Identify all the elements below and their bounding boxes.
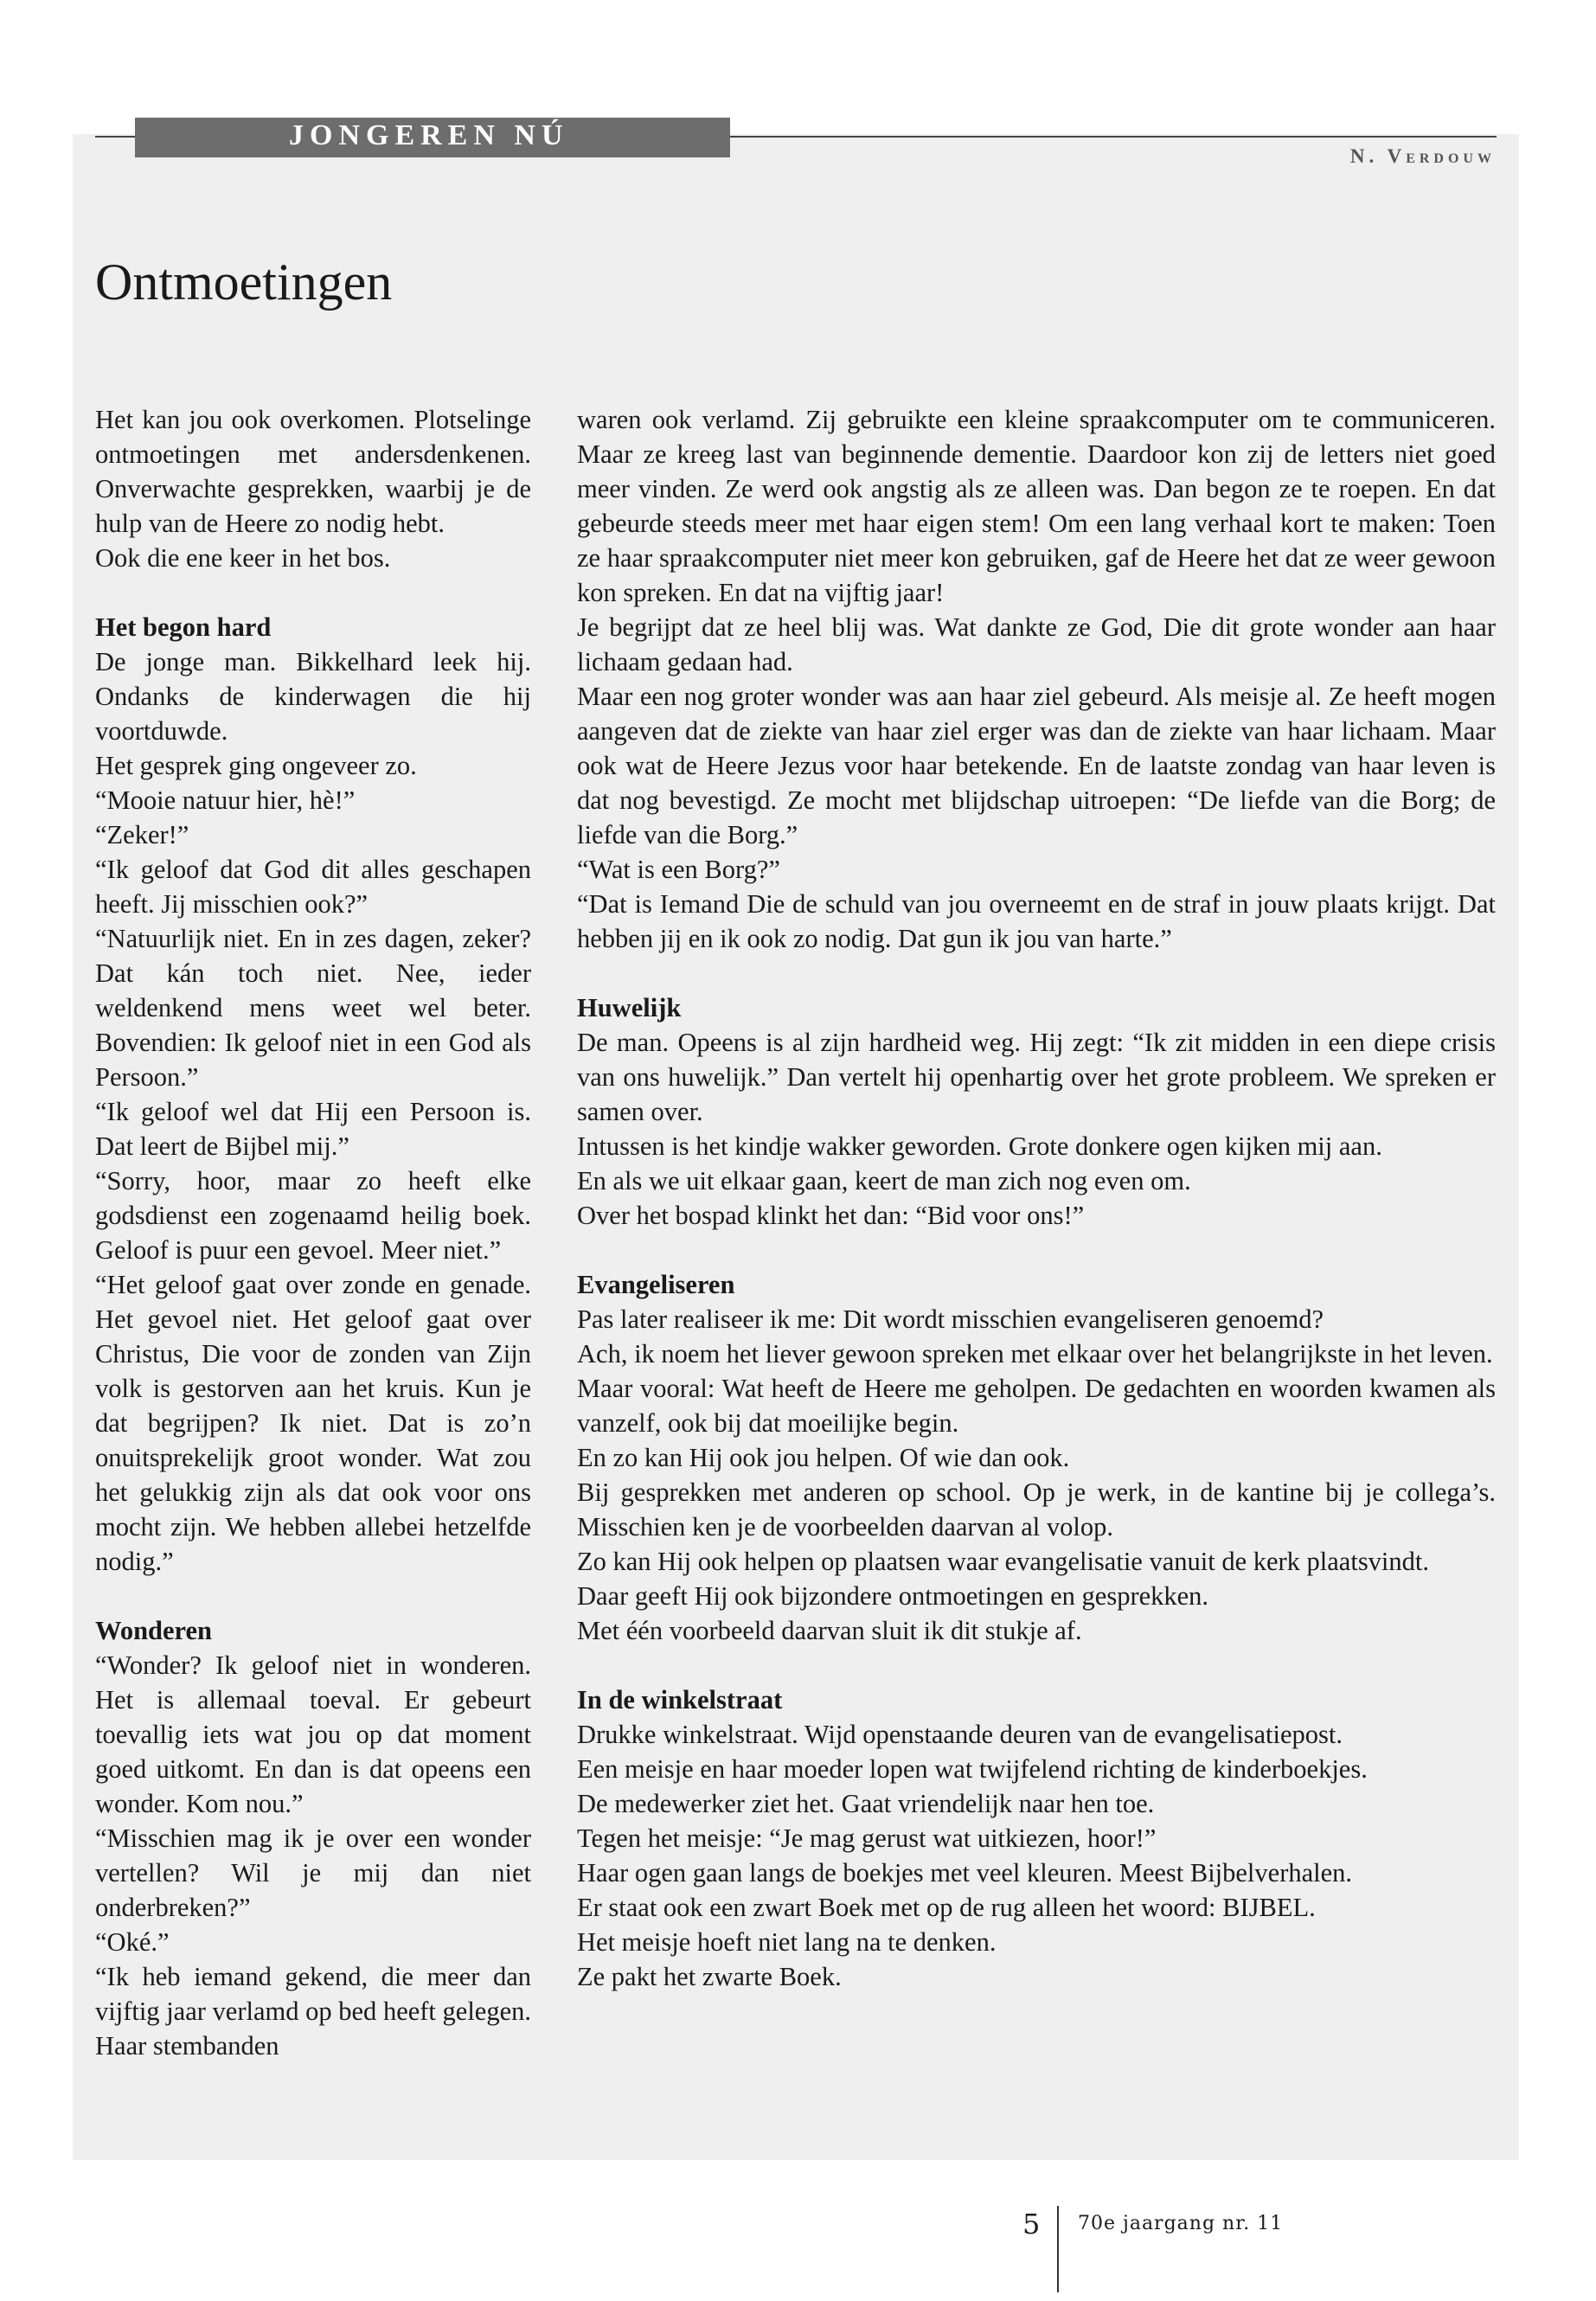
left-column xyxy=(95,402,531,2063)
paragraph: “Wat is een Borg?” xyxy=(577,855,780,884)
paragraph: “Wonder? Ik geloof niet in wonderen. Het is allemaal toeval. Er gebeurt toevallig iets wat jou op dat moment goed uitkomt. En dan is dat opeens een wonder. Kom nou.” xyxy=(95,1650,531,1818)
section-label: JONGEREN NÚ xyxy=(289,119,569,151)
paragraph: “Natuurlijk niet. En in zes dagen, zeker? Dat kán toch niet. Nee, ieder weldenkend mens weet wel beter. Bovendien: Ik geloof niet in een God als Persoon.” xyxy=(95,924,531,1092)
author-name: N. Verdouw xyxy=(1349,145,1496,167)
section-banner xyxy=(135,118,730,157)
paragraph: Daar geeft Hij ook bijzondere ontmoetingen en gesprekken. xyxy=(577,1581,1209,1611)
paragraph: “Misschien mag ik je over een wonder vertellen? Wil je mij dan niet onderbreken?” xyxy=(95,1823,531,1922)
paragraph: Bij gesprekken met anderen op school. Op je werk, in de kantine bij je collega’s. Misschien ken je de voorbeelden daarvan al volop. xyxy=(577,1477,1496,1541)
paragraph: Maar een nog groter wonder was aan haar ziel gebeurd. Als meisje al. Ze heeft mogen aangeven dat de ziekte van haar ziel erger was dan de ziekte van haar lichaam. Maar ook wat de Heere Jezus voor haar betekende. En de laatste zondag van haar leven is dat nog bevestigd. Ze mocht met blijdschap uitroepen: “De liefde van die Borg; de liefde van die Borg.” xyxy=(577,682,1496,849)
subheading-huwelijk: Huwelijk xyxy=(577,993,682,1022)
article-title: Ontmoetingen xyxy=(95,253,393,311)
paragraph: Maar vooral: Wat heeft de Heere me geholpen. De gedachten en woorden kwamen als vanzelf, ook bij dat moeilijke begin. xyxy=(577,1374,1496,1438)
paragraph: En als we uit elkaar gaan, keert de man zich nog even om. xyxy=(577,1166,1191,1195)
paragraph: De jonge man. Bikkelhard leek hij. Ondanks de kinderwagen die hij voortduwde. xyxy=(95,647,531,746)
right-column xyxy=(577,402,1496,1994)
paragraph: Een meisje en haar moeder lopen wat twijfelend richting de kinderboekjes. xyxy=(577,1754,1368,1784)
subheading-evangeliseren: Evangeliseren xyxy=(577,1270,735,1299)
paragraph: “Dat is Iemand Die de schuld van jou overneemt en de straf in jouw plaats krijgt. Dat hebben jij en ik ook zo nodig. Dat gun ik jou van harte.” xyxy=(577,889,1496,953)
paragraph: “Oké.” xyxy=(95,1927,170,1957)
paragraph: “Sorry, hoor, maar zo heeft elke godsdienst een zogenaamd heilig boek. Geloof is puur een gevoel. Meer niet.” xyxy=(95,1166,531,1265)
paragraph: Er staat ook een zwart Boek met op de rug alleen het woord: BIJBEL. xyxy=(577,1893,1316,1922)
paragraph: “Zeker!” xyxy=(95,820,189,849)
paragraph: Het meisje hoeft niet lang na te denken. xyxy=(577,1927,997,1957)
paragraph: “Ik heb iemand gekend, die meer dan vijftig jaar verlamd op bed heeft gelegen. Haar stembanden xyxy=(95,1962,531,2061)
paragraph: Je begrijpt dat ze heel blij was. Wat dankte ze God, Die dit grote wonder aan haar lichaam gedaan had. xyxy=(577,612,1496,676)
paragraph: Ook die ene keer in het bos. xyxy=(95,543,391,573)
paragraph: Ach, ik noem het liever gewoon spreken met elkaar over het belangrijkste in het leven. xyxy=(577,1339,1493,1368)
paragraph: Het kan jou ook overkomen. Plotselinge ontmoetingen met andersdenkenen. Onverwachte gesprekken, waarbij je de hulp van de Heere zo nodig hebt. xyxy=(95,405,531,538)
subheading-wonderen: Wonderen xyxy=(95,1616,213,1645)
footer-divider xyxy=(1057,2206,1059,2292)
paragraph: Drukke winkelstraat. Wijd openstaande deuren van de evangelisatiepost. xyxy=(577,1720,1343,1749)
paragraph: Ze pakt het zwarte Boek. xyxy=(577,1962,842,1991)
paragraph: Over het bospad klinkt het dan: “Bid voor ons!” xyxy=(577,1201,1085,1230)
paragraph: De man. Opeens is al zijn hardheid weg. Hij zegt: “Ik zit midden in een diepe crisis van ons huwelijk.” Dan vertelt hij openhartig over het grote probleem. We spreken er samen over. xyxy=(577,1028,1496,1126)
paragraph: En zo kan Hij ook jou helpen. Of wie dan ook. xyxy=(577,1443,1070,1472)
paragraph: waren ook verlamd. Zij gebruikte een kleine spraakcomputer om te communiceren. Maar ze kreeg last van beginnende dementie. Daardoor kon zij de letters niet goed meer vinden. Ze werd ook angstig als ze alleen was. Dan begon ze te roepen. En dat gebeurde steeds meer met haar eigen stem! Om een lang verhaal kort te maken: Toen ze haar spraakcomputer niet meer kon gebruiken, gaf de Heere het dat ze weer gewoon kon spreken. En dat na vijftig jaar! xyxy=(577,405,1496,607)
paragraph: Haar ogen gaan langs de boekjes met veel kleuren. Meest Bijbelverhalen. xyxy=(577,1858,1353,1888)
issue-info: 70e jaargang nr. 11 xyxy=(1078,2213,1284,2234)
page-number: 5 xyxy=(1022,2208,1041,2240)
paragraph: Tegen het meisje: “Je mag gerust wat uitkiezen, hoor!” xyxy=(577,1823,1157,1853)
paragraph: Intussen is het kindje wakker geworden. Grote donkere ogen kijken mij aan. xyxy=(577,1131,1382,1161)
paragraph: “Mooie natuur hier, hè!” xyxy=(95,785,356,815)
paragraph: “Ik geloof wel dat Hij een Persoon is. Dat leert de Bijbel mij.” xyxy=(95,1097,531,1161)
paragraph: Met één voorbeeld daarvan sluit ik dit stukje af. xyxy=(577,1616,1082,1645)
paragraph: “Het geloof gaat over zonde en genade. Het gevoel niet. Het geloof gaat over Christus, Die voor de zonden van Zijn volk is gestorven aan het kruis. Kun je dat begrijpen? Ik niet. Dat is zo’n onuitsprekelijk groot wonder. Wat zou het gelukkig zijn als dat ook voor ons mocht zijn. We hebben allebei hetzelfde nodig.” xyxy=(95,1270,531,1576)
paragraph: Zo kan Hij ook helpen op plaatsen waar evangelisatie vanuit de kerk plaatsvindt. xyxy=(577,1547,1430,1576)
paragraph: De medewerker ziet het. Gaat vriendelijk naar hen toe. xyxy=(577,1789,1155,1818)
paragraph: Pas later realiseer ik me: Dit wordt misschien evangeliseren genoemd? xyxy=(577,1304,1324,1334)
subheading-in-de-winkelstraat: In de winkelstraat xyxy=(577,1685,783,1715)
paragraph: “Ik geloof dat God dit alles geschapen heeft. Jij misschien ook?” xyxy=(95,855,531,919)
subheading-het-begon-hard: Het begon hard xyxy=(95,612,272,642)
paragraph: Het gesprek ging ongeveer zo. xyxy=(95,751,417,780)
